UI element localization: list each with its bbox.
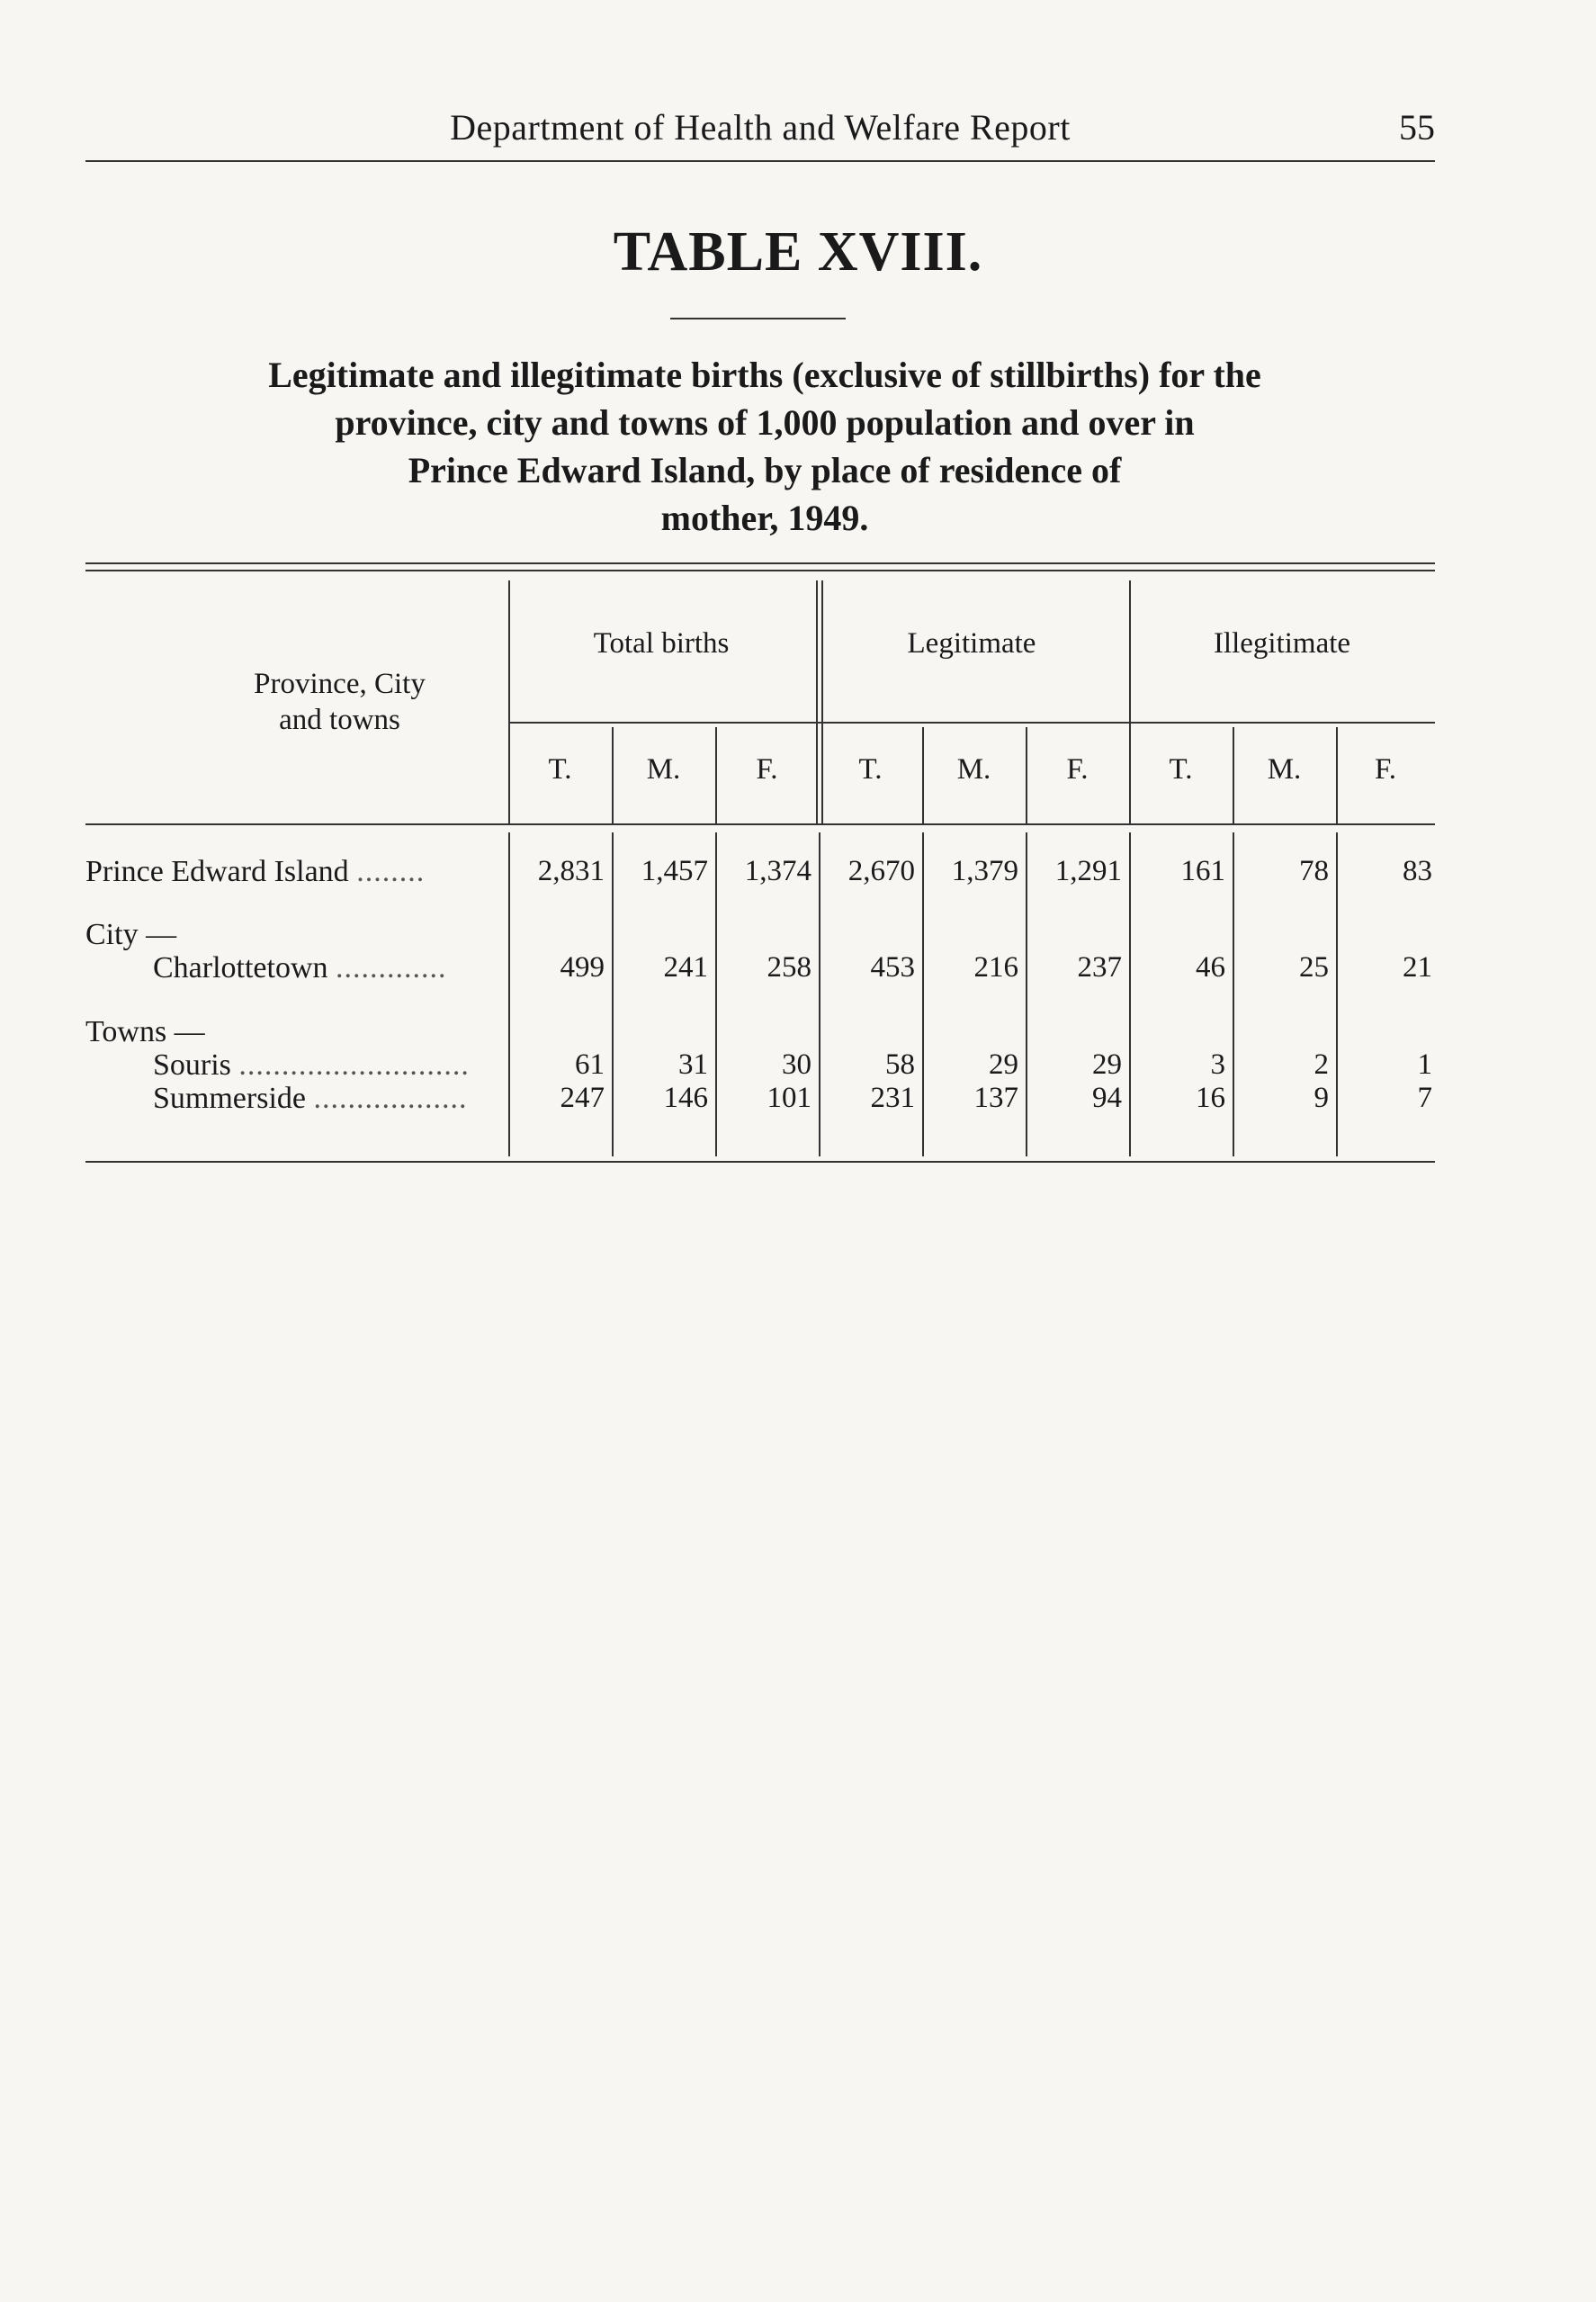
subheader-illeg-t: T. [1169, 753, 1193, 786]
column-rule [1336, 832, 1338, 1156]
cell-total-t: 2,831 [537, 855, 605, 887]
row-label-souris: Souris ........................... [153, 1048, 470, 1082]
cell-illeg-t: 16 [1196, 1082, 1225, 1114]
row-label-city: City — [85, 918, 177, 951]
dot-leader: ........................... [238, 1048, 470, 1082]
group-header-total: Total births [593, 627, 730, 660]
cell-legit-f: 1,291 [1054, 855, 1122, 887]
table-caption [108, 351, 1421, 542]
dot-leader: ............. [336, 951, 447, 985]
stub-header-line: Province, City [254, 668, 426, 700]
group-header-rule [508, 722, 1435, 724]
header-bottom-rule [85, 823, 1435, 825]
cell-total-t: 61 [575, 1048, 605, 1081]
running-title: Department of Health and Welfare Report [450, 107, 1071, 148]
table-bottom-rule [85, 1161, 1435, 1163]
column-rule [612, 727, 614, 823]
subheader-total-t: T. [548, 753, 572, 786]
row-label-towns: Towns — [85, 1015, 205, 1048]
cell-total-f: 101 [767, 1082, 811, 1114]
column-rule [922, 832, 924, 1156]
cell-illeg-f: 7 [1417, 1082, 1432, 1114]
cell-legit-f: 94 [1092, 1082, 1122, 1114]
cell-illeg-f: 1 [1417, 1048, 1432, 1081]
column-rule [819, 832, 820, 1156]
column-rule [922, 727, 924, 823]
cell-total-m: 146 [663, 1082, 708, 1114]
cell-total-t: 247 [560, 1082, 605, 1114]
cell-legit-f: 237 [1077, 951, 1122, 984]
title-rule [670, 318, 846, 319]
subheader-illeg-m: M. [1267, 753, 1302, 786]
cell-legit-f: 29 [1092, 1048, 1122, 1081]
table-top-rule [85, 562, 1435, 564]
column-rule [1026, 832, 1027, 1156]
subheader-legit-t: T. [858, 753, 883, 786]
running-header [85, 106, 1435, 162]
column-rule [612, 832, 614, 1156]
cell-total-f: 30 [782, 1048, 811, 1081]
column-rule [508, 580, 510, 823]
cell-legit-m: 216 [973, 951, 1018, 984]
column-rule [1336, 727, 1338, 823]
cell-legit-t: 231 [870, 1082, 915, 1114]
column-rule [816, 580, 818, 823]
subheader-total-m: M. [646, 753, 681, 786]
page-number: 55 [1399, 107, 1435, 148]
cell-illeg-t: 3 [1210, 1048, 1225, 1081]
column-rule [715, 727, 717, 823]
row-label-prince-edward-island: Prince Edward Island ........ [85, 855, 426, 888]
subheader-legit-m: M. [956, 753, 991, 786]
caption-line: Prince Edward Island, by place of residence of [408, 450, 1122, 490]
cell-legit-t: 453 [870, 951, 915, 984]
column-rule [1129, 832, 1131, 1156]
column-rule [1129, 580, 1131, 823]
column-rule [715, 832, 717, 1156]
caption-line: province, city and towns of 1,000 population and over in [335, 402, 1195, 443]
dot-leader: ........ [356, 855, 426, 888]
cell-legit-t: 2,670 [847, 855, 915, 887]
cell-illeg-t: 161 [1180, 855, 1225, 887]
caption-line: Legitimate and illegitimate births (exclusive of stillbirths) for the [268, 355, 1261, 395]
column-rule [1026, 727, 1027, 823]
subheader-legit-f: F. [1066, 753, 1089, 786]
group-header-illegitimate: Illegitimate [1213, 627, 1351, 660]
stub-header [85, 666, 594, 738]
cell-legit-m: 137 [973, 1082, 1018, 1114]
cell-illeg-m: 2 [1314, 1048, 1329, 1081]
cell-illeg-f: 83 [1403, 855, 1432, 887]
cell-legit-m: 1,379 [951, 855, 1018, 887]
stub-header-line: and towns [279, 704, 400, 736]
cell-illeg-m: 25 [1299, 951, 1329, 984]
cell-legit-t: 58 [885, 1048, 915, 1081]
table-top-rule [85, 570, 1435, 571]
cell-total-f: 1,374 [744, 855, 811, 887]
cell-illeg-t: 46 [1196, 951, 1225, 984]
group-header-legitimate: Legitimate [907, 627, 1036, 660]
cell-total-f: 258 [767, 951, 811, 984]
column-rule [1233, 832, 1234, 1156]
cell-total-m: 31 [678, 1048, 708, 1081]
cell-legit-m: 29 [989, 1048, 1018, 1081]
cell-illeg-f: 21 [1403, 951, 1432, 984]
subheader-total-f: F. [756, 753, 778, 786]
cell-illeg-m: 9 [1314, 1082, 1329, 1114]
cell-total-t: 499 [560, 951, 605, 984]
column-rule [821, 580, 823, 823]
caption-line: mother, 1949. [660, 498, 869, 538]
column-rule [508, 832, 510, 1156]
cell-total-m: 241 [663, 951, 708, 984]
dot-leader: .................. [313, 1082, 468, 1115]
column-rule [1233, 727, 1234, 823]
cell-total-m: 1,457 [641, 855, 708, 887]
cell-illeg-m: 78 [1299, 855, 1329, 887]
row-label-summerside: Summerside .................. [153, 1082, 468, 1115]
table-title: TABLE XVIII. [613, 221, 983, 283]
subheader-illeg-f: F. [1375, 753, 1396, 786]
row-label-charlottetown: Charlottetown ............. [153, 951, 447, 985]
